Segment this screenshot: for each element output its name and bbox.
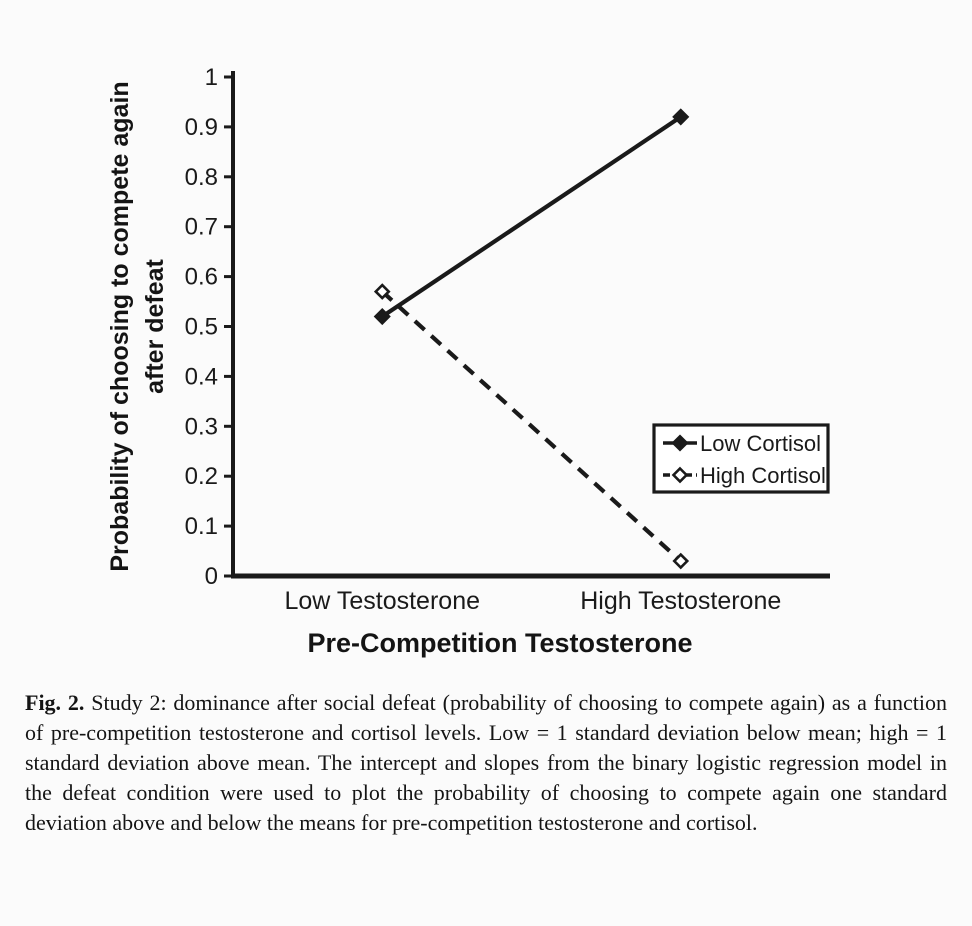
y-axis-title: Probability of choosing to compete again	[106, 81, 134, 572]
axes	[185, 64, 830, 590]
series-high-cortisol	[376, 285, 688, 567]
y-tick-label: 0.9	[184, 113, 218, 141]
series-low-cortisol	[375, 109, 689, 324]
y-tick-label: 0.4	[184, 363, 218, 391]
open-diamond-marker	[674, 555, 687, 568]
y-tick-label: 0.2	[184, 463, 218, 491]
x-axis-title: Pre-Competition Testosterone	[307, 628, 693, 658]
y-tick-label: 0	[204, 563, 218, 590]
caption-label: Fig. 2.	[25, 690, 85, 715]
y-tick-label: 1	[204, 64, 218, 91]
y-tick-label: 0.7	[184, 213, 218, 241]
x-category-label: High Testosterone	[580, 587, 782, 615]
y-tick-label: 0.6	[184, 263, 218, 291]
legend-label-high-cortisol: High Cortisol	[700, 463, 826, 488]
caption-text: Study 2: dominance after social defeat (probability of choosing to compete again) as a function of pre-competition testosterone and cortisol levels. Low = 1 standard deviation below mean; high = 1 standard deviation above mean. The intercept and slopes from the binary logistic regression model in the defeat condition were used to plot the probability of choosing to compete again one standard deviation above and below the means for pre-competition testosterone and cortisol.	[25, 690, 947, 835]
y-tick-label: 0.8	[184, 163, 218, 191]
y-tick-label: 0.3	[184, 413, 218, 441]
y-tick-label: 0.5	[184, 313, 218, 341]
legend-label-low-cortisol: Low Cortisol	[700, 431, 822, 456]
legend	[654, 425, 828, 492]
series-line	[382, 117, 681, 317]
figure-caption	[25, 688, 947, 838]
x-category-label: Low Testosterone	[284, 587, 480, 615]
y-axis-title: after defeat	[141, 259, 169, 394]
series-line	[382, 292, 681, 561]
y-tick-label: 0.1	[184, 513, 218, 541]
